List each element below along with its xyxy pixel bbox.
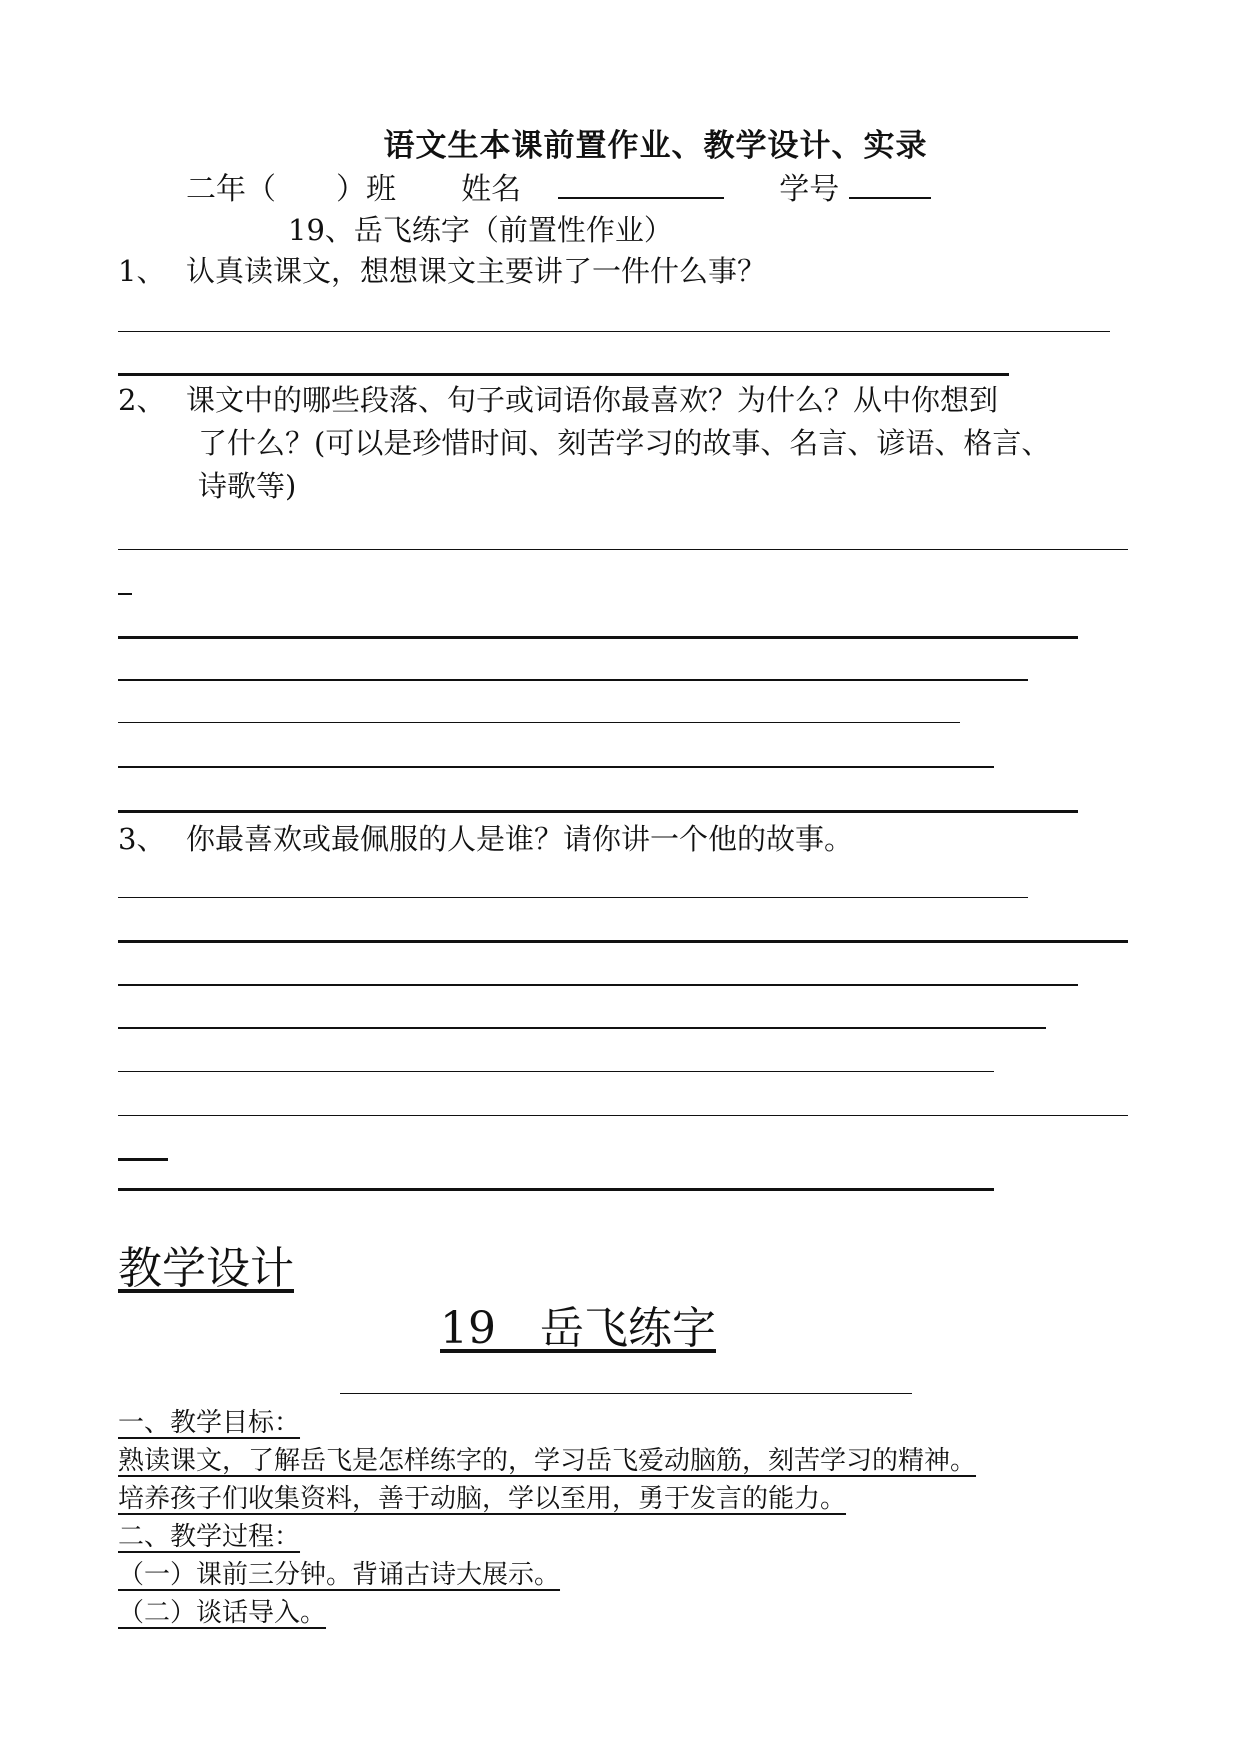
- answer-line[interactable]: [118, 940, 1128, 943]
- answer-line[interactable]: [118, 593, 132, 595]
- question-text: 课文中的哪些段落、句子或词语你最喜欢？为什么？从中你想到: [186, 383, 999, 417]
- answer-line[interactable]: [118, 984, 1078, 986]
- student-id-label: 学号: [779, 172, 840, 207]
- process-step: （一）课前三分钟。背诵古诗大展示。: [118, 1560, 561, 1590]
- process-step: （二）谈话导入。: [118, 1598, 327, 1628]
- question-1: [118, 250, 766, 293]
- student-id-field[interactable]: [849, 196, 931, 199]
- section-process-heading: 二、教学过程：: [118, 1522, 301, 1552]
- question-2: [118, 379, 1050, 508]
- answer-line[interactable]: [118, 373, 1009, 376]
- answer-line[interactable]: [118, 897, 1028, 898]
- name-label: 姓名: [461, 172, 522, 207]
- answer-line[interactable]: [118, 810, 1078, 813]
- grade-class-label: 二年（ ）班: [186, 172, 396, 207]
- answer-line[interactable]: [118, 1115, 1128, 1116]
- answer-line[interactable]: [118, 1027, 1046, 1029]
- answer-line[interactable]: [118, 636, 1078, 639]
- section-objectives-heading: 一、教学目标：: [118, 1408, 301, 1438]
- lesson-title: 19 岳飞练字: [440, 1303, 716, 1354]
- answer-line[interactable]: [118, 722, 960, 723]
- question-text-continued: 了什么？(可以是珍惜时间、刻苦学习的故事、名言、谚语、格言、: [198, 426, 1051, 460]
- section-heading-design: 教学设计: [118, 1243, 294, 1294]
- question-number: 1、: [118, 254, 166, 288]
- answer-line[interactable]: [118, 1071, 994, 1072]
- answer-line[interactable]: [118, 766, 994, 768]
- answer-line[interactable]: [118, 331, 1110, 332]
- page-title: 语文生本课前置作业、教学设计、实录: [383, 128, 928, 164]
- name-field[interactable]: [558, 196, 724, 199]
- question-number: 3、: [118, 822, 166, 856]
- question-text: 认真读课文，想想课文主要讲了一件什么事？: [186, 254, 767, 288]
- question-3: [118, 818, 853, 861]
- objective-item: 培养孩子们收集资料，善于动脑，学以至用，勇于发言的能力。: [118, 1484, 847, 1514]
- answer-line[interactable]: [118, 1158, 168, 1161]
- answer-line[interactable]: [118, 679, 1028, 681]
- student-info-row: [186, 164, 931, 208]
- answer-line[interactable]: [118, 1188, 994, 1191]
- question-number: 2、: [118, 383, 166, 417]
- answer-line[interactable]: [118, 549, 1128, 550]
- assignment-subtitle: 19、岳飞练字（前置性作业）: [288, 213, 673, 247]
- question-text: 你最喜欢或最佩服的人是谁？请你讲一个他的故事。: [186, 822, 854, 856]
- divider: [340, 1393, 912, 1394]
- objective-item: 熟读课文，了解岳飞是怎样练字的，学习岳飞爱动脑筋，刻苦学习的精神。: [118, 1446, 977, 1476]
- question-text-continued: 诗歌等): [198, 469, 297, 503]
